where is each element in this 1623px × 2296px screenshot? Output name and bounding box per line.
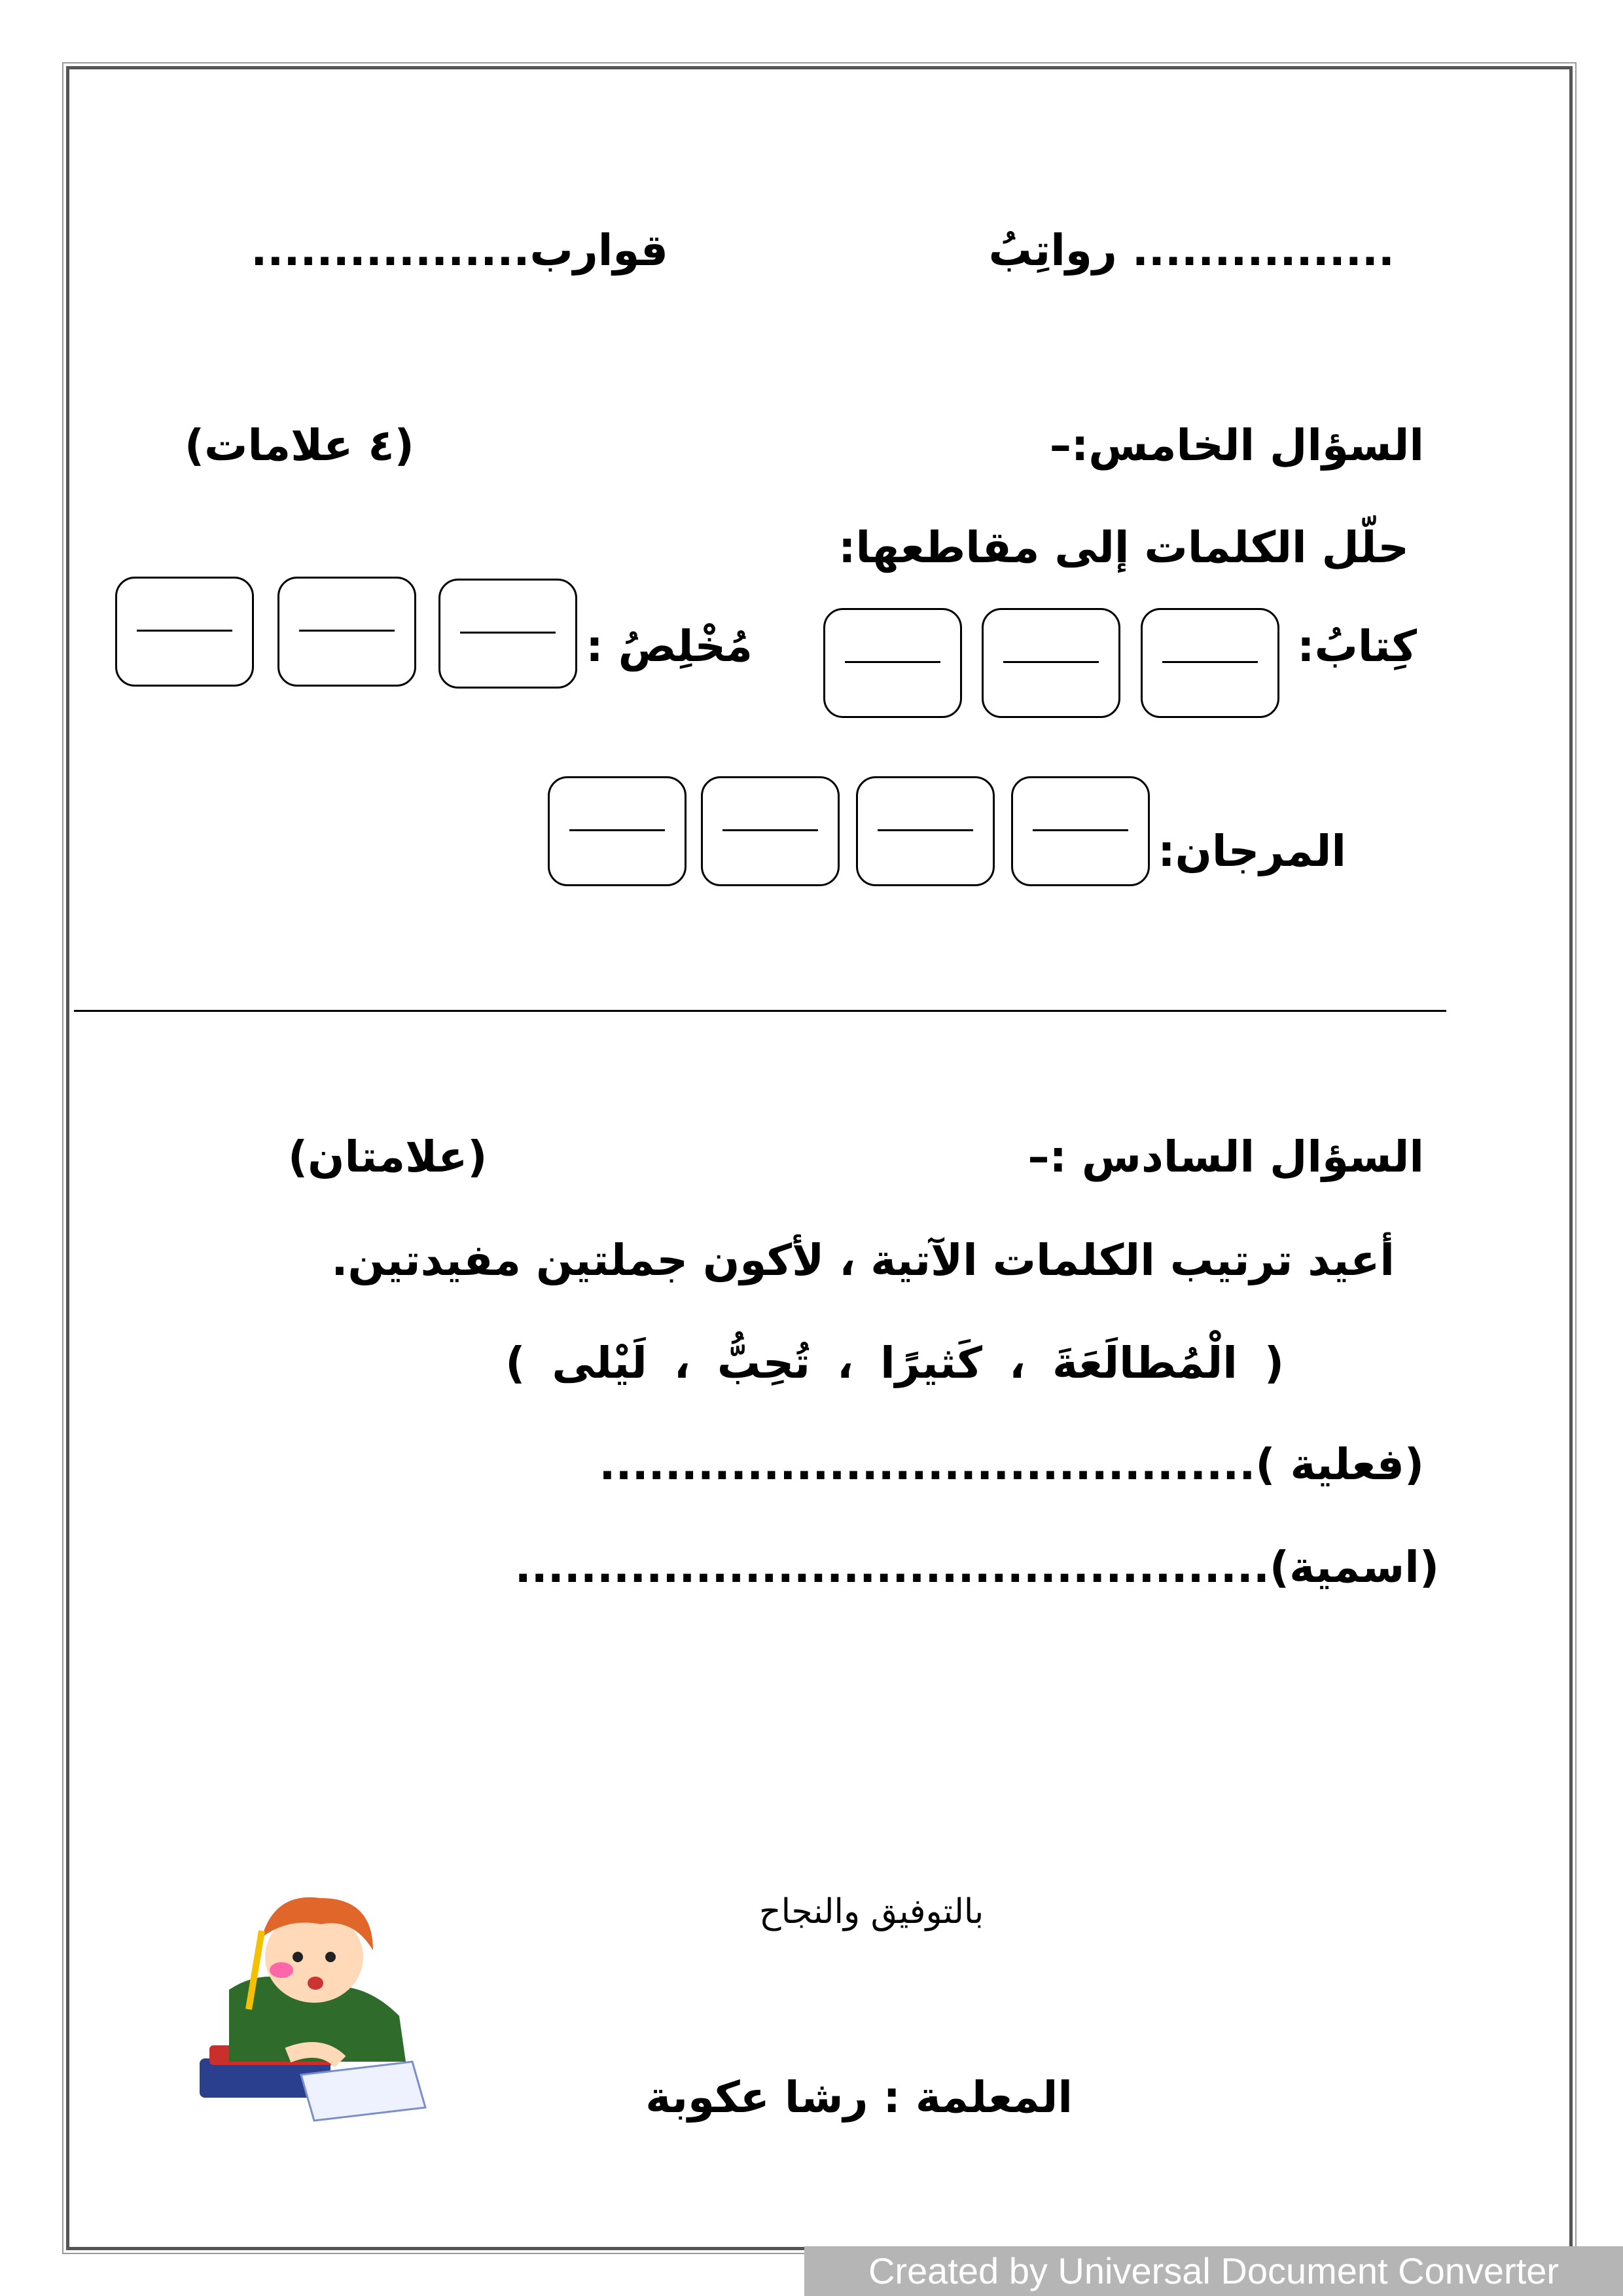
syllable-box[interactable]: [701, 776, 840, 886]
q5-instruction: حلّل الكلمات إلى مقاطعها:: [838, 522, 1409, 573]
q5-marks: (٤ علامات): [185, 420, 414, 471]
word-qawarib: قوارب.................: [251, 225, 668, 276]
syllable-box[interactable]: [438, 579, 577, 689]
syllable-box[interactable]: [548, 776, 687, 886]
q6-marks: (علامتان): [288, 1132, 488, 1182]
syllable-box[interactable]: [982, 608, 1120, 718]
syllable-box[interactable]: [856, 776, 995, 886]
student-thinking-clipart: [190, 1892, 445, 2134]
syllable-box[interactable]: [1141, 608, 1279, 718]
q6-words: ( الْمُطالَعَةَ ، كَثيرًا ، تُحِبُّ ، لَيْلى ): [505, 1338, 1284, 1388]
word-rawatib: ................ رواتِبُ: [988, 225, 1395, 276]
syllable-box[interactable]: [823, 608, 962, 718]
syllable-box[interactable]: [277, 577, 416, 687]
section-divider: [74, 1010, 1446, 1012]
answer-line-nominal[interactable]: (اسمية)..............................................: [514, 1542, 1439, 1592]
word-marjan-label: المرجان:: [1158, 826, 1346, 876]
teacher-name: المعلمة : رشا عكوبة: [645, 2072, 1073, 2123]
wish-text: بالتوفيق والنجاح: [759, 1892, 984, 1931]
syllable-box[interactable]: [1011, 776, 1150, 886]
q6-instruction: أعيد ترتيب الكلمات الآتية ، لأكون جملتين مفيدتين.: [331, 1235, 1395, 1285]
word-mukhlis-label: مُخْلِصُ :: [586, 621, 753, 672]
watermark: Created by Universal Document Converter: [804, 2246, 1623, 2296]
syllable-box[interactable]: [115, 577, 254, 687]
q5-title: السؤال الخامس:–: [1049, 420, 1424, 471]
word-kitab-label: كِتابُ:: [1297, 621, 1417, 672]
q6-title: السؤال السادس :–: [1027, 1132, 1424, 1182]
answer-line-verbal[interactable]: (فعلية )........................................: [599, 1439, 1424, 1490]
